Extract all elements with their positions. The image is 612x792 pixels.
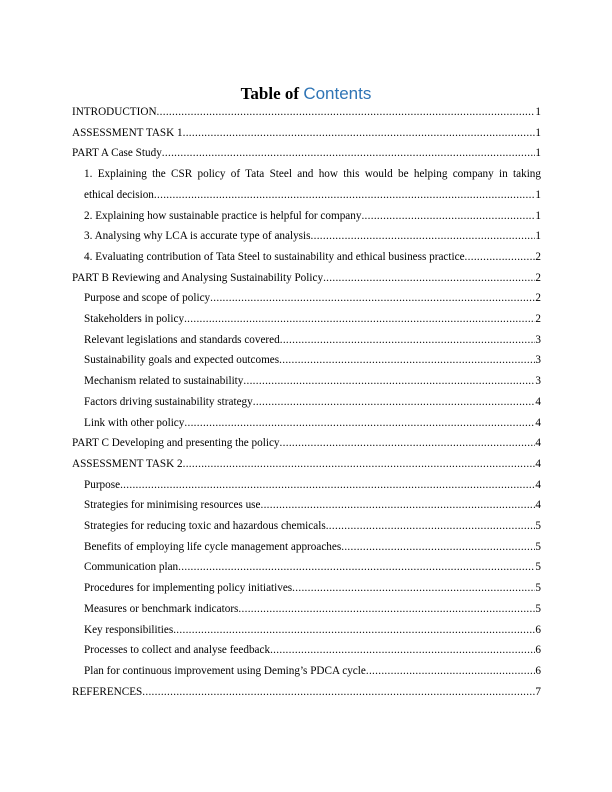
toc-entry-page: 1 (535, 147, 541, 160)
dot-leader (253, 392, 536, 413)
toc-entry-part-a[interactable] (72, 143, 541, 164)
toc-entry-label: Plan for continuous improvement using Deming’s PDCA cycle (84, 664, 366, 677)
toc-entry-communication-plan[interactable] (72, 557, 541, 578)
dot-leader (178, 557, 535, 578)
toc-entry-link-policy[interactable] (72, 413, 541, 434)
toc-entry-page: 1 (535, 209, 541, 222)
toc-entry-csr-policy[interactable] (72, 164, 541, 205)
dot-leader (311, 226, 536, 247)
toc-entry-label: ASSESSMENT TASK 2 (72, 457, 183, 470)
toc-entry-legislations[interactable] (72, 330, 541, 351)
toc-entry-page: 2 (535, 313, 541, 326)
toc-entry-procedures[interactable] (72, 578, 541, 599)
toc-entry-label: ethical decision (84, 188, 154, 201)
toc-entry-key-responsibilities[interactable] (72, 620, 541, 641)
toc-entry-sustainable-practice[interactable] (72, 206, 541, 227)
toc-entry-page: 2 (535, 250, 541, 263)
toc-entry-page: 4 (535, 395, 541, 408)
toc-entry-label: Link with other policy (84, 416, 185, 429)
toc-entry-page: 2 (535, 271, 541, 284)
toc-entry-label: Benefits of employing life cycle management approaches (84, 540, 342, 553)
toc-entry-label: Procedures for implementing policy initiatives (84, 582, 293, 595)
toc-entry-purpose[interactable] (72, 475, 541, 496)
dot-leader (162, 143, 536, 164)
toc-entry-label: REFERENCES (72, 685, 143, 698)
toc-entry-label: ASSESSMENT TASK 1 (72, 126, 183, 139)
toc-entry-tata-contribution[interactable] (72, 247, 541, 268)
toc-entry-label: INTRODUCTION (72, 106, 157, 118)
dot-leader (157, 102, 536, 123)
dot-leader (184, 309, 535, 330)
toc-entry-label: PART B Reviewing and Analysing Sustainability Policy (72, 271, 324, 284)
toc-entry-page: 6 (535, 644, 541, 657)
toc-entry-label: Measures or benchmark indicators (84, 602, 239, 615)
dot-leader (210, 288, 535, 309)
toc-entry-purpose-scope[interactable] (72, 288, 541, 309)
toc-entry-label: Mechanism related to sustainability (84, 375, 244, 388)
toc-entry-life-cycle[interactable] (72, 537, 541, 558)
toc-entry-label: Processes to collect and analyse feedback (84, 644, 271, 657)
toc-entry-page: 5 (535, 582, 541, 595)
dot-leader (326, 516, 536, 537)
toc-entry-measures[interactable] (72, 599, 541, 620)
dot-leader (183, 454, 536, 475)
toc-entry-stakeholders[interactable] (72, 309, 541, 330)
toc-entry-page: 4 (535, 416, 541, 429)
toc-entry-page: 4 (535, 457, 541, 470)
dot-leader (142, 682, 535, 703)
toc-entry-references[interactable] (72, 682, 541, 703)
toc-entry-label: Factors driving sustainability strategy (84, 395, 253, 408)
toc-entry-goals-outcomes[interactable] (72, 350, 541, 371)
toc-entry-page: 4 (535, 437, 541, 450)
toc-entry-label: 3. Analysing why LCA is accurate type of analysis (84, 230, 311, 243)
toc-entry-lca-analysis[interactable] (72, 226, 541, 247)
toc-heading-part1: Table of (240, 84, 300, 103)
toc-entry-assessment-task-1[interactable] (72, 123, 541, 144)
toc-entry-label: Key responsibilities (84, 623, 174, 636)
toc-entry-page: 1 (535, 106, 541, 118)
toc-entry-assessment-task-2[interactable] (72, 454, 541, 475)
dot-leader (270, 640, 535, 661)
toc-entry-pdca-cycle[interactable] (72, 661, 541, 682)
toc-entry-part-b[interactable] (72, 268, 541, 289)
dot-leader (366, 661, 536, 682)
toc-entry-factors[interactable] (72, 392, 541, 413)
toc-entry-toxic-chemicals[interactable] (72, 516, 541, 537)
toc-entry-page: 4 (535, 499, 541, 512)
toc-entry-label: Stakeholders in policy (84, 313, 185, 326)
toc-entry-part-c[interactable] (72, 433, 541, 454)
dot-leader (292, 578, 535, 599)
toc-entry-mechanism[interactable] (72, 371, 541, 392)
toc-entry-page: 3 (535, 375, 541, 388)
toc-entry-page: 5 (535, 540, 541, 553)
toc-entry-label-line1: 1. Explaining the CSR policy of Tata Steel and how this would be helping company in taking (84, 168, 541, 181)
dot-leader (238, 599, 535, 620)
toc-entry-label: Purpose and scope of policy (84, 292, 211, 305)
toc-entry-label: PART A Case Study (72, 147, 162, 160)
dot-leader (184, 413, 535, 434)
toc-entry-label: Strategies for minimising resources use (84, 499, 261, 512)
toc-entry-page: 7 (535, 685, 541, 698)
toc-entry-page: 5 (535, 520, 541, 533)
toc-entry-page: 1 (535, 230, 541, 243)
toc-heading-part2: Contents (303, 84, 372, 103)
dot-leader (260, 495, 535, 516)
toc-entry-page: 4 (535, 478, 541, 491)
toc-entry-page: 6 (535, 664, 541, 677)
dot-leader (243, 371, 535, 392)
toc-entry-page: 1 (535, 188, 541, 201)
dot-leader (361, 206, 535, 227)
toc-entry-label: Purpose (84, 478, 121, 491)
toc-entry-label: Sustainability goals and expected outcomes (84, 354, 280, 367)
toc-entry-label: 4. Evaluating contribution of Tata Steel to sustainability and ethical business practice (84, 250, 465, 263)
toc-list (72, 102, 541, 702)
dot-leader (323, 268, 535, 289)
toc-entry-feedback[interactable] (72, 640, 541, 661)
toc-entry-page: 3 (535, 354, 541, 367)
dot-leader (173, 620, 535, 641)
dot-leader (280, 433, 536, 454)
dot-leader (280, 330, 536, 351)
toc-entry-minimising-resources[interactable] (72, 495, 541, 516)
toc-entry-page: 6 (535, 623, 541, 636)
dot-leader (154, 185, 536, 206)
dot-leader (120, 475, 535, 496)
dot-leader (465, 247, 536, 268)
toc-entry-label: Communication plan (84, 561, 179, 574)
dot-leader (341, 537, 535, 558)
toc-entry-label: Relevant legislations and standards covered (84, 333, 280, 346)
toc-entry-page: 5 (535, 602, 541, 615)
toc-entry-page: 2 (535, 292, 541, 305)
dot-leader (279, 350, 535, 371)
dot-leader (183, 123, 536, 144)
toc-entry-label: PART C Developing and presenting the policy (72, 437, 280, 450)
toc-entry-label: 2. Explaining how sustainable practice is helpful for company (84, 209, 362, 222)
toc-entry-label: Strategies for reducing toxic and hazardous chemicals (84, 520, 326, 533)
toc-entry-page: 3 (535, 333, 541, 346)
toc-entry-page: 1 (535, 126, 541, 139)
toc-entry-page: 5 (535, 561, 541, 574)
toc-entry-introduction[interactable] (72, 102, 541, 123)
